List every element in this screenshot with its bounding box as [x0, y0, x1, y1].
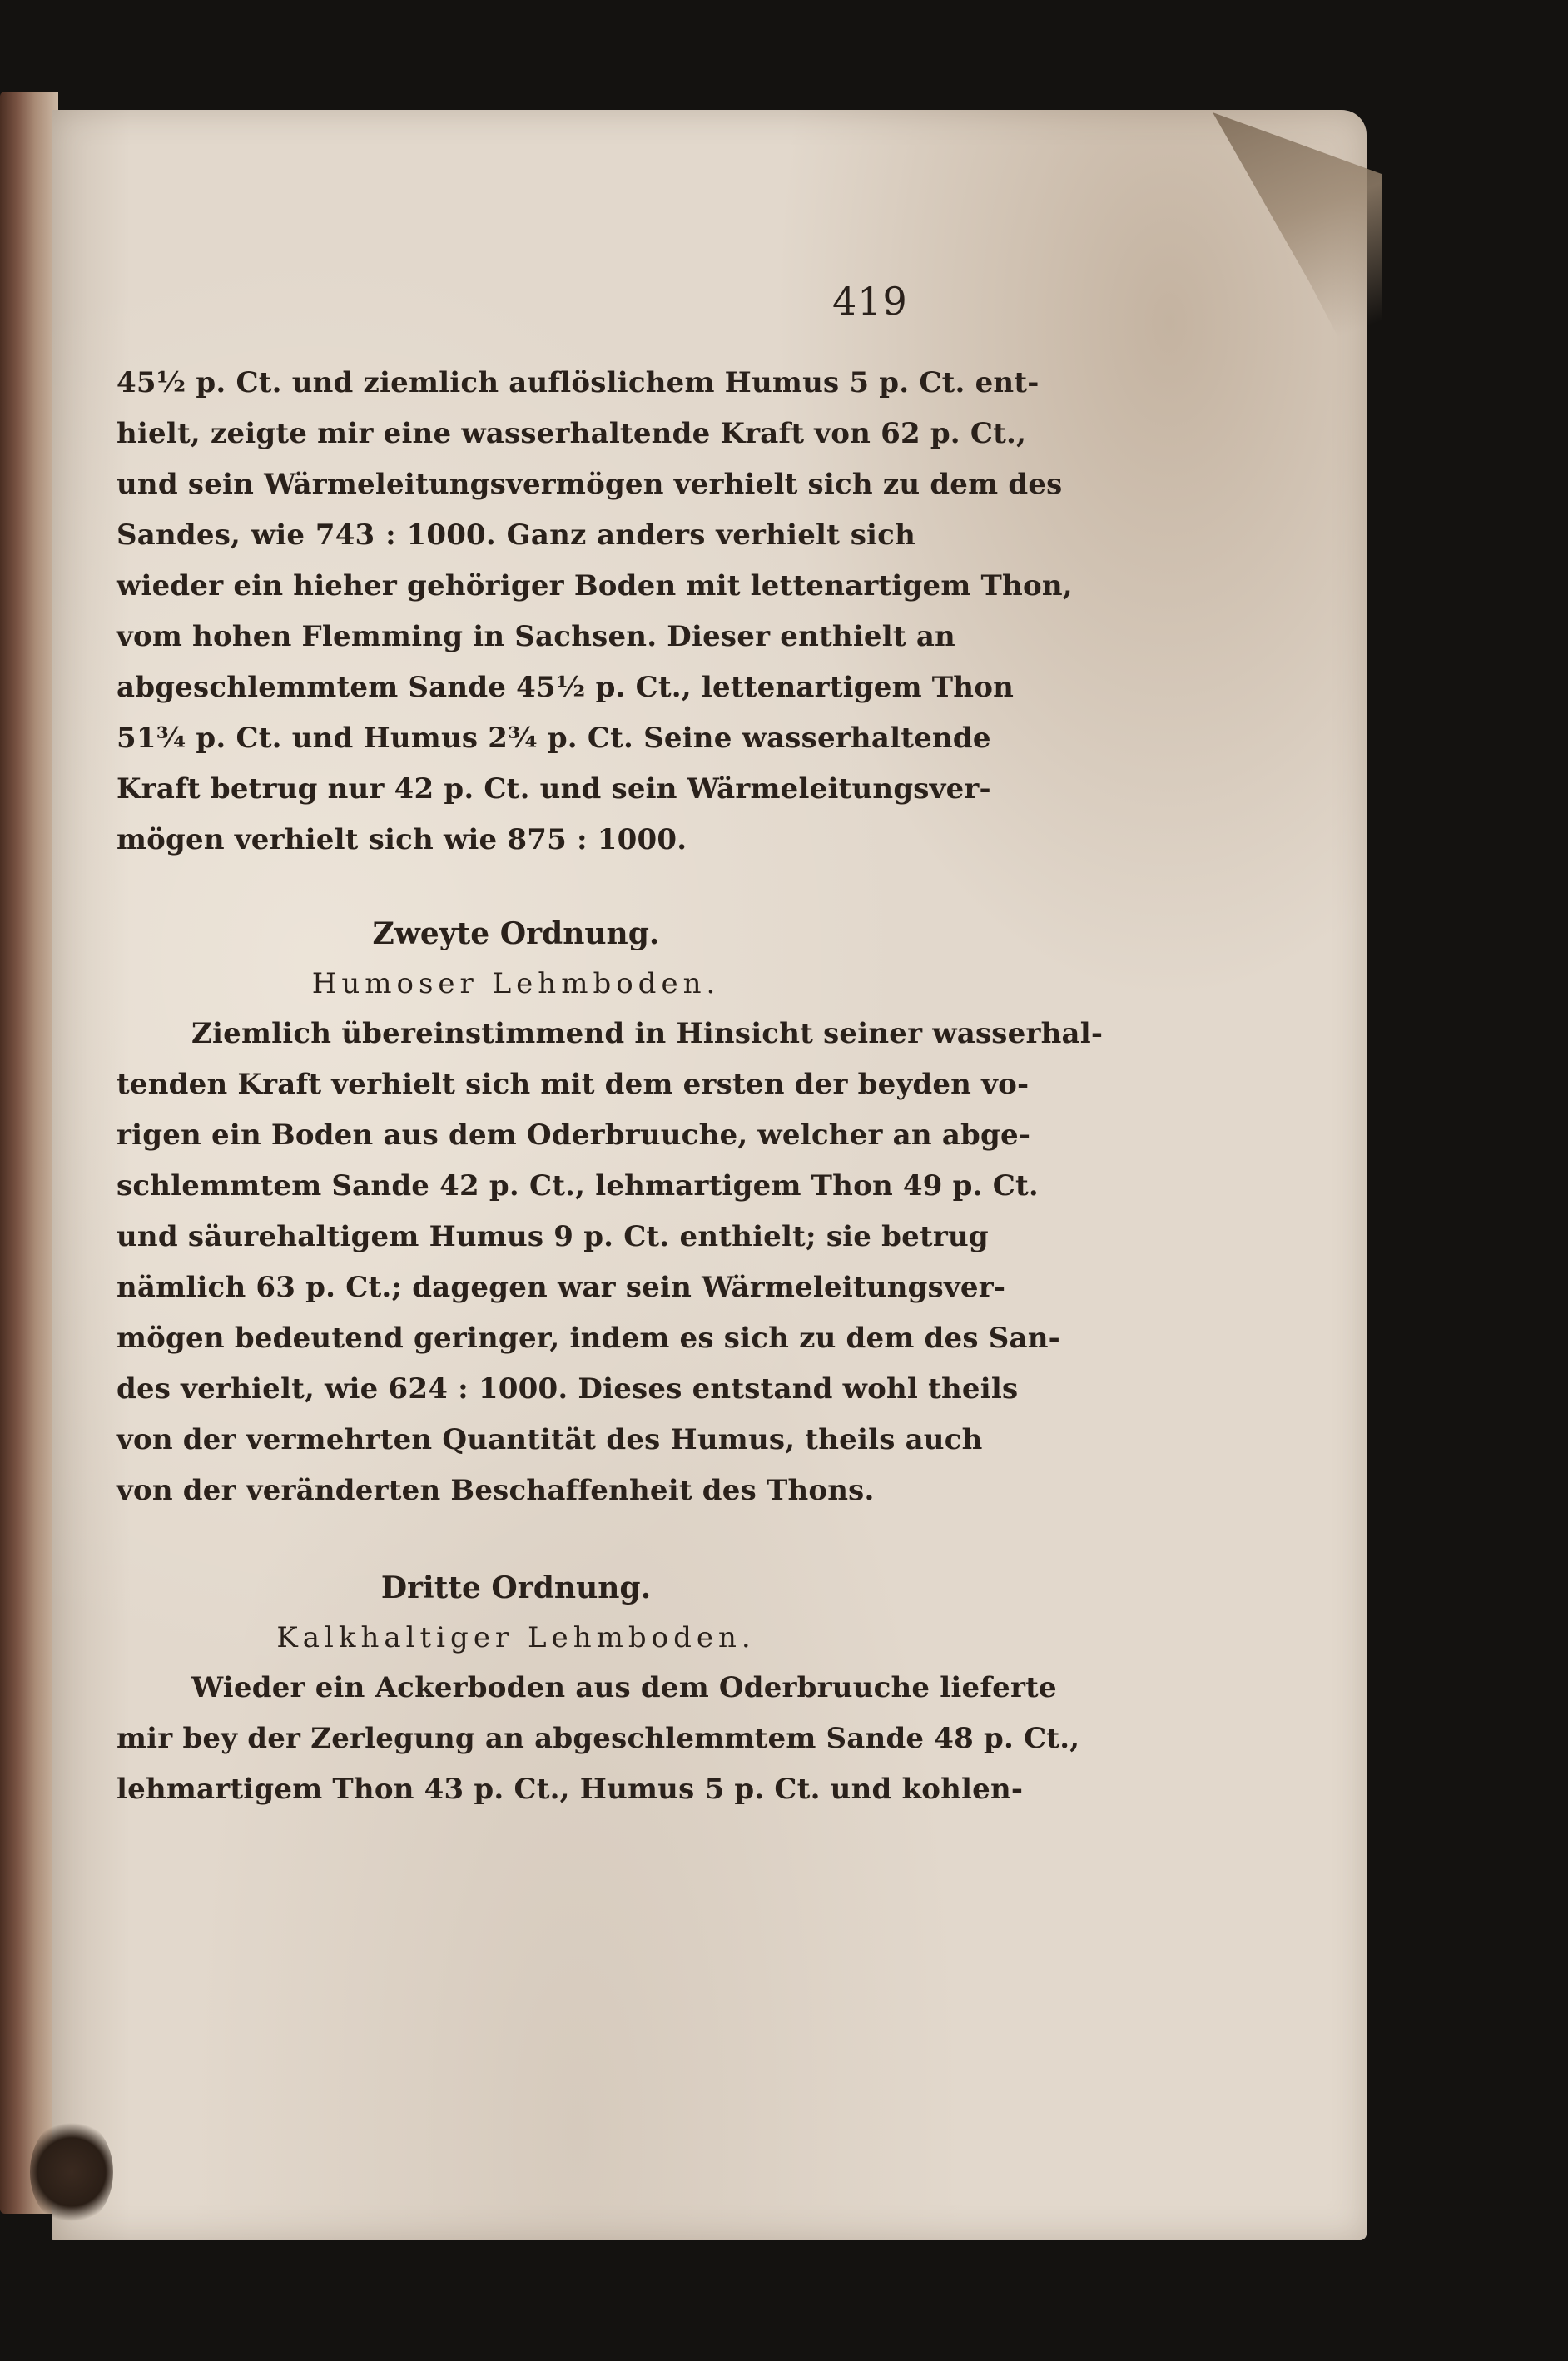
- section-heading: Zweyte Ordnung.: [372, 916, 660, 951]
- text-line: mögen verhielt sich wie 875 : 1000.: [117, 823, 687, 856]
- paragraph-3: [117, 1663, 1080, 1815]
- section-subheading: Humoser Lehmboden.: [311, 967, 721, 1000]
- text-line: nämlich 63 p. Ct.; dagegen war sein Wärmeleitungsver-: [117, 1271, 1006, 1304]
- text-line: schlemmtem Sande 42 p. Ct., lehmartigem Thon 49 p. Ct.: [117, 1169, 1039, 1203]
- text-line: von der vermehrten Quantität des Humus, theils auch: [117, 1423, 983, 1456]
- paragraph-2: [117, 1009, 1104, 1516]
- section-heading: Dritte Ordnung.: [380, 1570, 652, 1605]
- left-page-edge: [0, 92, 58, 2214]
- text-line: und sein Wärmeleitungsvermögen verhielt sich zu dem des: [117, 468, 1063, 501]
- text-line: und säurehaltigem Humus 9 p. Ct. enthielt; sie betrug: [117, 1220, 989, 1253]
- ink-stain: [30, 2118, 113, 2226]
- text-line: tenden Kraft verhielt sich mit dem ersten der beyden vo-: [117, 1068, 1030, 1101]
- text-line: Wieder ein Ackerboden aus dem Oderbruuche lieferte: [191, 1671, 1057, 1704]
- text-line: von der veränderten Beschaffenheit des Thons.: [117, 1474, 875, 1507]
- text-line: hielt, zeigte mir eine wasserhaltende Kraft von 62 p. Ct.,: [117, 417, 1027, 450]
- text-line: mögen bedeutend geringer, indem es sich zu dem des San-: [117, 1322, 1060, 1355]
- page-text: [117, 275, 1104, 1815]
- text-line: rigen ein Boden aus dem Oderbruuche, welcher an abge-: [117, 1118, 1031, 1152]
- text-line: Sandes, wie 743 : 1000. Ganz anders verhielt sich: [117, 518, 915, 552]
- text-line: des verhielt, wie 624 : 1000. Dieses entstand wohl theils: [117, 1372, 1019, 1406]
- text-line: 45½ p. Ct. und ziemlich auflöslichem Humus 5 p. Ct. ent-: [117, 366, 1040, 399]
- paragraph-1: [117, 358, 1073, 866]
- text-line: Ziemlich übereinstimmend in Hinsicht seiner wasserhal-: [191, 1017, 1104, 1050]
- text-line: abgeschlemmtem Sande 45½ p. Ct., lettenartigem Thon: [117, 671, 1015, 704]
- text-line: 51¾ p. Ct. und Humus 2¾ p. Ct. Seine wasserhaltende: [117, 722, 991, 755]
- text-line: wieder ein hieher gehöriger Boden mit lettenartigem Thon,: [117, 569, 1073, 603]
- text-line: vom hohen Flemming in Sachsen. Dieser enthielt an: [117, 620, 955, 653]
- text-line: Kraft betrug nur 42 p. Ct. und sein Wärmeleitungsver-: [117, 772, 991, 806]
- page-number: 419: [832, 279, 908, 324]
- text-line: mir bey der Zerlegung an abgeschlemmtem Sande 48 p. Ct.,: [117, 1722, 1080, 1755]
- text-line: lehmartigem Thon 43 p. Ct., Humus 5 p. Ct. und kohlen-: [117, 1773, 1024, 1806]
- section-subheading: Kalkhaltiger Lehmboden.: [276, 1621, 756, 1654]
